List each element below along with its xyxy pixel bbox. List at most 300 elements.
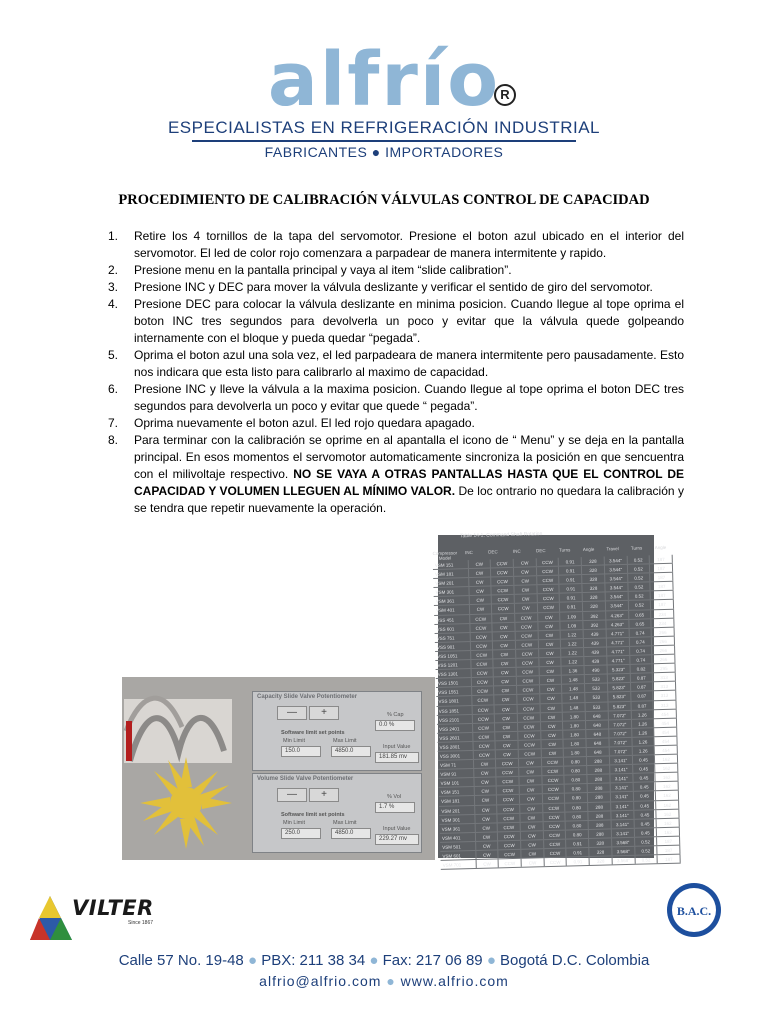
step-item <box>108 432 684 517</box>
subtagline <box>0 144 768 160</box>
step-number: 6. <box>108 382 119 396</box>
table-cell: 3.568" <box>612 856 635 865</box>
table-cell: 0.74 <box>629 628 652 637</box>
table-body <box>433 555 681 870</box>
table-cell: CW <box>541 739 564 748</box>
table-header-cell: Angle <box>654 544 667 551</box>
table-cell: CW <box>521 849 544 858</box>
table-cell: CCW <box>472 696 495 705</box>
table-cell: VSM 201 <box>433 578 469 587</box>
step-item <box>108 347 684 381</box>
bullet-separator: ● <box>486 952 501 969</box>
table-cell: 0.52 <box>628 573 651 582</box>
table-cell: CW <box>520 786 543 795</box>
table-cell: CW <box>492 613 515 622</box>
table-cell: CW <box>538 630 561 639</box>
step-text: Presione DEC para colocar la válvula deslizante en minima posicion. Cuando llegue al tope oprima el boton INC tres segundos para devolverla un poco y evitar que la válvula quede golpeando internamente con el bloque y pueda quedar “pegada”. <box>134 297 684 345</box>
table-cell: 187 <box>650 564 673 573</box>
table-cell: 266 <box>652 627 675 636</box>
footer-website[interactable]: www.alfrio.com <box>400 973 509 989</box>
table-cell: 0.80 <box>565 784 588 793</box>
tagline-divider <box>192 140 576 142</box>
company-logo <box>0 37 768 123</box>
footer-contact <box>0 952 768 969</box>
table-cell: 439 <box>584 656 607 665</box>
step-number: 5. <box>108 348 119 362</box>
vol-pct-value: 1.7 % <box>375 802 415 813</box>
footer-fax: Fax: 217 06 89 <box>382 952 483 969</box>
table-cell: 0.45 <box>633 773 656 782</box>
table-cell: 0.45 <box>633 764 656 773</box>
table-cell: 313 <box>654 700 677 709</box>
table-cell: 162 <box>656 791 679 800</box>
step-number: 4. <box>108 297 119 311</box>
table-cell: 1.80 <box>563 721 586 730</box>
step-text-tail: De loc ontrario no quedara la calibración y se tendra que repetir nuevamente la operación. <box>134 484 684 515</box>
table-cell: 162 <box>656 782 679 791</box>
table-cell: CW <box>469 569 492 578</box>
table-cell: VSM 701 <box>441 860 477 869</box>
step-text-body: Para terminar con la calibración se oprime en al apantalla el icono de “ Menu” y se deja en la pantalla principal. En esos momentos el servomotor automaticamente sincroniza la posición en que sencuentra con el milivoltaje respectivo. <box>134 433 684 481</box>
table-cell: CW <box>514 558 537 567</box>
table-cell: CW <box>474 778 497 787</box>
table-header-cell: Compressor Model <box>432 550 458 561</box>
cap-min-label: Min Limit <box>283 738 306 744</box>
table-cell: CCW <box>470 623 493 632</box>
table-cell: 0.65 <box>629 619 652 628</box>
table-cell: 5.823" <box>608 701 631 710</box>
volume-inc-button[interactable]: + <box>309 788 339 802</box>
table-cell: 439 <box>584 638 607 647</box>
table-cell: CW <box>521 831 544 840</box>
table-cell: 490 <box>585 666 608 675</box>
table-cell: CW <box>493 623 516 632</box>
table-cell: 0.52 <box>628 592 651 601</box>
step-text: Oprima el boton azul una sola vez, el led parpadeara de manera intermitente pero pausadamente. Esto nos indicara que esta listo para calibrarlo al maximo de capacidad. <box>134 348 684 379</box>
footer-pbx: PBX: 211 38 34 <box>261 952 366 969</box>
table-cell: CW <box>494 686 517 695</box>
table-cell: 295 <box>653 664 676 673</box>
table-cell: CCW <box>496 768 519 777</box>
table-cell: VSM 401 <box>434 606 470 615</box>
table-cell: 328 <box>590 856 613 865</box>
table-cell: 0.45 <box>634 801 657 810</box>
table-cell: 0.91 <box>559 557 582 566</box>
table-cell: CW <box>539 658 562 667</box>
table-cell: CCW <box>492 604 515 613</box>
table-cell: CW <box>495 723 518 732</box>
table-cell: 3.568" <box>612 847 635 856</box>
table-cell: 3.141" <box>611 792 634 801</box>
table-cell: CCW <box>470 614 493 623</box>
table-cell: CCW <box>516 658 539 667</box>
table-cell: VSM 601 <box>440 851 476 860</box>
table-cell: CCW <box>537 576 560 585</box>
footer-email[interactable]: alfrio@alfrio.com <box>259 973 382 989</box>
table-cell: CCW <box>473 723 496 732</box>
volume-panel <box>252 773 422 853</box>
table-header-cell: DEC <box>488 549 498 555</box>
table-cell: 3.141" <box>610 756 633 765</box>
step-item <box>108 415 684 432</box>
table-cell: 162 <box>656 800 679 809</box>
table-cell: CW <box>514 567 537 576</box>
table-cell: CW <box>539 649 562 658</box>
table-cell: CW <box>521 840 544 849</box>
cap-pct-label: % Cap <box>387 712 404 718</box>
step-item <box>108 262 684 279</box>
table-cell: VSS 1551 <box>436 687 472 696</box>
table-cell: CCW <box>471 669 494 678</box>
table-cell: CW <box>469 587 492 596</box>
capacity-inc-button[interactable]: + <box>309 706 339 720</box>
table-cell: CCW <box>498 832 521 841</box>
table-cell: 7.072" <box>609 738 632 747</box>
table-cell: 3.568" <box>612 838 635 847</box>
table-cell: 187 <box>651 591 674 600</box>
table-cell: 162 <box>655 764 678 773</box>
table-cell: 5.823" <box>608 683 631 692</box>
table-cell: 648 <box>586 729 609 738</box>
table-cell: 328 <box>582 556 605 565</box>
cap-max-label: Max Limit <box>333 738 357 744</box>
table-cell: 1.36 <box>562 666 585 675</box>
table-cell: 4.771" <box>607 638 630 647</box>
table-cell: 0.91 <box>559 566 582 575</box>
table-cell: 4.263" <box>606 610 629 619</box>
table-cell: VSS 1201 <box>435 660 471 669</box>
table-cell: 648 <box>586 720 609 729</box>
rotation-table-photo <box>432 531 673 868</box>
table-cell: 313 <box>653 673 676 682</box>
capacity-panel-title: Capacity Slide Valve Potentiometer <box>257 694 358 700</box>
table-cell: CW <box>495 695 518 704</box>
table-cell: VSS 3001 <box>438 751 474 760</box>
vol-min-label: Min Limit <box>283 820 306 826</box>
table-cell: CW <box>514 576 537 585</box>
table-cell: CCW <box>544 858 567 867</box>
table-cell: CW <box>469 596 492 605</box>
table-cell: 3.544" <box>605 574 628 583</box>
vol-min-field[interactable]: 250.0 <box>281 828 321 839</box>
table-cell: CW <box>495 704 518 713</box>
bullet-separator: ● <box>386 973 401 989</box>
table-cell: CCW <box>544 830 567 839</box>
table-cell: VSS 1051 <box>435 651 471 660</box>
table-cell: 1.09 <box>561 621 584 630</box>
table-cell: CCW <box>515 622 538 631</box>
table-cell: CCW <box>538 603 561 612</box>
table-cell: CW <box>515 604 538 613</box>
table-cell: CCW <box>471 678 494 687</box>
table-cell: CW <box>519 767 542 776</box>
table-cell: 5.823" <box>608 692 631 701</box>
bac-logo-text: B.A.C. <box>676 904 712 918</box>
table-cell: CCW <box>499 859 522 868</box>
step-number: 3. <box>108 280 119 294</box>
step-number: 2. <box>108 263 119 277</box>
table-cell: 187 <box>650 573 673 582</box>
table-cell: 4.771" <box>606 629 629 638</box>
step-warning: NO SE VAYA A OTRAS PANTALLAS HASTA QUE EL CONTROL DE CAPACIDAD Y VOLUMEN LLEGUEN AL MÍNIMO VALOR. <box>134 467 684 498</box>
table-cell: 454 <box>655 746 678 755</box>
table-cell: CCW <box>470 641 493 650</box>
table-cell: CW <box>496 732 519 741</box>
procedure-steps <box>108 228 684 517</box>
table-cell: 392 <box>583 611 606 620</box>
table-cell: 0.80 <box>565 793 588 802</box>
table-cell: CW <box>474 759 497 768</box>
capacity-dec-button[interactable]: — <box>277 706 307 720</box>
table-cell: CCW <box>537 585 560 594</box>
table-cell: VSS 901 <box>435 642 471 651</box>
table-cell: 4.771" <box>607 647 630 656</box>
step-text: Presione INC y lleve la válvula a la maxima posicion. Cuando llegue al tope oprima el boton DEC tres segundos para devolverla un poco y evitar que quede “ pegada”. <box>134 382 684 413</box>
table-cell: 0.80 <box>566 830 589 839</box>
screw-rotor-illustration <box>124 691 236 851</box>
table-cell: CCW <box>473 741 496 750</box>
bullet-separator: ● <box>369 952 383 969</box>
table-cell: 162 <box>656 773 679 782</box>
table-cell: CW <box>496 741 519 750</box>
table-cell: CW <box>520 813 543 822</box>
table-cell: 392 <box>584 620 607 629</box>
table-cell: 0.74 <box>630 655 653 664</box>
table-cell: 0.91 <box>560 575 583 584</box>
table-cell: CW <box>538 621 561 630</box>
table-cell: 0.91 <box>567 848 590 857</box>
table-cell: CW <box>474 769 497 778</box>
table-cell: VSS 1301 <box>436 669 472 678</box>
table-cell: 439 <box>584 629 607 638</box>
table-cell: CW <box>541 749 564 758</box>
table-header-cell: Travel <box>606 546 619 552</box>
table-cell: 0.52 <box>628 601 651 610</box>
bullet-separator: ● <box>371 144 386 160</box>
table-cell: 0.80 <box>566 821 589 830</box>
table-cell: 0.52 <box>635 837 658 846</box>
table-cell: CW <box>475 832 498 841</box>
table-cell: VSS 2401 <box>437 724 473 733</box>
table-cell: CW <box>476 850 499 859</box>
table-cell: CCW <box>518 704 541 713</box>
table-cell: 162 <box>655 755 678 764</box>
table-header-cell: DEC <box>535 548 546 554</box>
table-cell: 0.52 <box>627 555 650 564</box>
table-cell: VSM 71 <box>438 760 474 769</box>
table-cell: 0.45 <box>634 810 657 819</box>
table-cell: CCW <box>473 750 496 759</box>
table-cell: 7.072" <box>610 747 633 756</box>
table-cell: 313 <box>654 691 677 700</box>
table-cell: CCW <box>471 659 494 668</box>
table-cell: 266 <box>653 655 676 664</box>
table-cell: 187 <box>650 555 673 564</box>
table-cell: CW <box>494 677 517 686</box>
step-text <box>134 432 684 517</box>
cap-max-field[interactable]: 4850.0 <box>331 746 371 757</box>
table-cell: 328 <box>582 575 605 584</box>
table-cell: 1.26 <box>632 737 655 746</box>
table-cell: 288 <box>588 784 611 793</box>
table-cell: 0.91 <box>567 839 590 848</box>
cap-input-value: 181.85 mv <box>375 752 419 763</box>
table-cell: CW <box>540 676 563 685</box>
table-header-cell: Turns <box>558 547 571 553</box>
calibration-screen-photo <box>122 677 435 860</box>
table-cell: 454 <box>654 718 677 727</box>
table-cell: VSM 181 <box>439 796 475 805</box>
table-cell: 1.22 <box>561 639 584 648</box>
table-cell: 0.45 <box>633 755 656 764</box>
cap-min-field[interactable]: 150.0 <box>281 746 321 757</box>
table-cell: CW <box>520 804 543 813</box>
table-cell: CW <box>521 822 544 831</box>
table-cell: 3.141" <box>611 810 634 819</box>
document-title: PROCEDIMIENTO DE CALIBRACIÓN VÁLVULAS CONTROL DE CAPACIDAD <box>118 192 650 208</box>
table-cell: CW <box>539 639 562 648</box>
table-cell: CCW <box>492 586 515 595</box>
table-cell: CCW <box>517 676 540 685</box>
table-cell: 3.141" <box>611 801 634 810</box>
table-cell: 3.141" <box>610 765 633 774</box>
table-cell: CCW <box>472 687 495 696</box>
table-cell: 187 <box>651 600 674 609</box>
table-cell: CW <box>474 787 497 796</box>
table-cell: VSM 91 <box>438 769 474 778</box>
tagline: ESPECIALISTAS EN REFRIGERACIÓN INDUSTRIAL <box>167 118 601 137</box>
table-cell: 3.544" <box>606 592 629 601</box>
table-cell: CCW <box>542 758 565 767</box>
table-cell: 454 <box>654 709 677 718</box>
table-cell: 288 <box>589 829 612 838</box>
vol-limits-title: Software limit set points <box>281 812 345 818</box>
table-cell: VSM 181 <box>433 569 469 578</box>
table-cell: 1.22 <box>562 648 585 657</box>
table-cell: 0.87 <box>631 701 654 710</box>
table-cell: VSS 451 <box>434 615 470 624</box>
table-cell: 454 <box>655 727 678 736</box>
table-cell: VSM 101 <box>438 778 474 787</box>
volume-dec-button[interactable]: — <box>277 788 307 802</box>
table-cell: CW <box>493 641 516 650</box>
table-cell: CCW <box>472 705 495 714</box>
table-cell: CCW <box>473 732 496 741</box>
table-cell: 288 <box>588 793 611 802</box>
table-cell: 0.87 <box>630 673 653 682</box>
table-cell: VSM 301 <box>433 587 469 596</box>
table-cell: 0.52 <box>628 564 651 573</box>
subtagline-a: FABRICANTES <box>264 144 368 160</box>
vol-max-field[interactable]: 4850.0 <box>331 828 371 839</box>
table-cell: 439 <box>584 647 607 656</box>
vilter-wordmark: VILTER <box>72 896 154 920</box>
table-cell: CCW <box>497 804 520 813</box>
table-cell: CCW <box>518 722 541 731</box>
table-cell: CW <box>514 586 537 595</box>
table-cell: VSS 751 <box>435 633 471 642</box>
table-cell: 328 <box>589 847 612 856</box>
vol-input-value: 229.27 mv <box>375 834 419 845</box>
table-cell: VSS 1851 <box>437 706 473 715</box>
table-cell: CW <box>474 796 497 805</box>
table-cell: 162 <box>657 818 680 827</box>
table-cell: 288 <box>587 756 610 765</box>
table-cell: CW <box>520 795 543 804</box>
table-cell: VSM 151 <box>433 560 469 569</box>
table-cell: CCW <box>542 785 565 794</box>
table-cell: CCW <box>496 759 519 768</box>
table-cell: CW <box>541 730 564 739</box>
table-cell: 0.80 <box>565 775 588 784</box>
step-item <box>108 381 684 415</box>
table-cell: CCW <box>537 594 560 603</box>
table-cell: CW <box>538 612 561 621</box>
table-cell: CCW <box>518 740 541 749</box>
table-cell: CCW <box>498 841 521 850</box>
table-cell: CW <box>475 814 498 823</box>
table-cell: 0.87 <box>631 683 654 692</box>
table-cell: 3.141" <box>612 829 635 838</box>
table-cell: CCW <box>542 776 565 785</box>
table-cell: 1.26 <box>632 746 655 755</box>
table-cell: CW <box>494 659 517 668</box>
table-cell: 288 <box>588 775 611 784</box>
table-cell: CW <box>496 750 519 759</box>
table-cell: 328 <box>589 838 612 847</box>
table-cell: 162 <box>657 827 680 836</box>
logo-wordmark: alfrío <box>267 37 501 123</box>
vol-max-label: Max Limit <box>333 820 357 826</box>
step-number: 8. <box>108 433 119 447</box>
table-cell: CCW <box>519 749 542 758</box>
table-cell: CCW <box>497 795 520 804</box>
table-cell: CCW <box>491 577 514 586</box>
step-number: 7. <box>108 416 119 430</box>
table-cell: 328 <box>583 602 606 611</box>
table-cell: 3.544" <box>605 556 628 565</box>
table-cell: 288 <box>587 766 610 775</box>
table-cell: CCW <box>543 803 566 812</box>
step-item <box>108 228 684 262</box>
step-text: Presione menu en la pantalla principal y vaya al item “slide calibration”. <box>134 263 512 277</box>
table-cell: 5.323" <box>607 665 630 674</box>
table-cell: CCW <box>517 667 540 676</box>
table-cell: 328 <box>582 566 605 575</box>
table-cell: 0.52 <box>635 855 658 864</box>
table-cell: 3.544" <box>605 583 628 592</box>
table-cell: VSM 301 <box>439 815 475 824</box>
table-cell: CW <box>469 605 492 614</box>
table-cell: 1.26 <box>632 719 655 728</box>
table-cell: 266 <box>652 646 675 655</box>
table-cell: 0.91 <box>560 584 583 593</box>
capacity-panel <box>252 691 422 771</box>
table-cell: 1.26 <box>631 710 654 719</box>
table-cell: CCW <box>543 794 566 803</box>
table-cell: 266 <box>652 637 675 646</box>
table-cell: CW <box>540 703 563 712</box>
table-cell: 1.22 <box>562 657 585 666</box>
table-cell: 533 <box>585 693 608 702</box>
cap-pct-value: 0.0 % <box>375 720 415 731</box>
table-cell: 0.91 <box>560 603 583 612</box>
table-cell: 0.91 <box>567 857 590 866</box>
table-cell: CW <box>476 841 499 850</box>
table-cell: CW <box>540 694 563 703</box>
bac-logo-icon <box>666 882 722 938</box>
table-cell: 533 <box>585 684 608 693</box>
